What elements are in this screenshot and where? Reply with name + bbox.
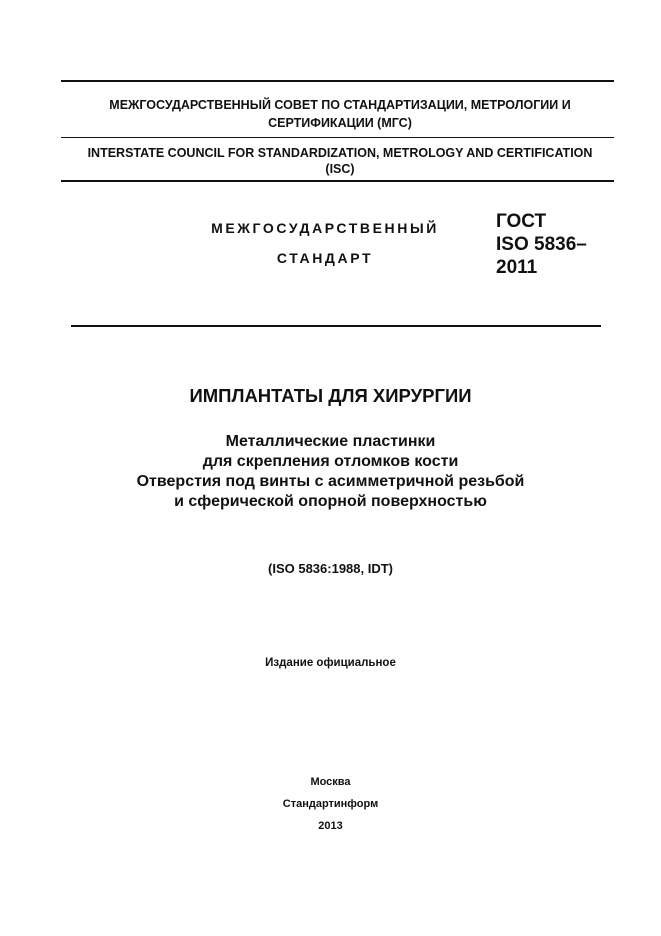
council-name-ru-line1: МЕЖГОСУДАРСТВЕННЫЙ СОВЕТ ПО СТАНДАРТИЗАЦИИ, МЕТРОЛОГИИ И — [109, 98, 571, 112]
standard-number-line2: ISO 5836– — [496, 234, 587, 255]
imprint — [0, 771, 661, 837]
imprint-year: 2013 — [318, 820, 343, 832]
imprint-publisher: Стандартинформ — [282, 798, 379, 810]
standard-kind — [190, 213, 460, 273]
subtitle-line: Отверстия под винты с асимметричной резьбой — [136, 473, 525, 490]
header-bottom-rule — [61, 180, 614, 182]
imprint-city: Москва — [310, 776, 351, 788]
council-name-en-line2: (ISC) — [325, 162, 355, 176]
council-divider — [61, 137, 614, 138]
standard-kind-line2: СТАНДАРТ — [276, 250, 374, 266]
standard-number-line3: 2011 — [496, 257, 538, 278]
council-name-en — [60, 145, 620, 177]
standard-number — [496, 210, 636, 279]
title-separator-rule — [71, 325, 601, 327]
subtitle — [0, 432, 661, 512]
subtitle-line: для скрепления отломков кости — [202, 453, 459, 470]
council-name-ru-line2: СЕРТИФИКАЦИИ (МГС) — [268, 116, 412, 130]
council-name-ru — [70, 96, 610, 132]
standard-number-line1: ГОСТ — [496, 211, 547, 232]
standard-kind-line1: МЕЖГОСУДАРСТВЕННЫЙ — [211, 220, 439, 236]
subtitle-line: Металлические пластинки — [225, 433, 436, 450]
council-name-en-line1: INTERSTATE COUNCIL FOR STANDARDIZATION, METROLOGY AND CERTIFICATION — [87, 146, 593, 160]
edition-label: Издание официальное — [265, 657, 396, 669]
iso-reference: (ISO 5836:1988, IDT) — [268, 561, 393, 576]
top-rule — [61, 80, 614, 82]
main-title: ИМПЛАНТАТЫ ДЛЯ ХИРУРГИИ — [189, 385, 472, 406]
subtitle-line: и сферической опорной поверхностью — [174, 493, 487, 510]
